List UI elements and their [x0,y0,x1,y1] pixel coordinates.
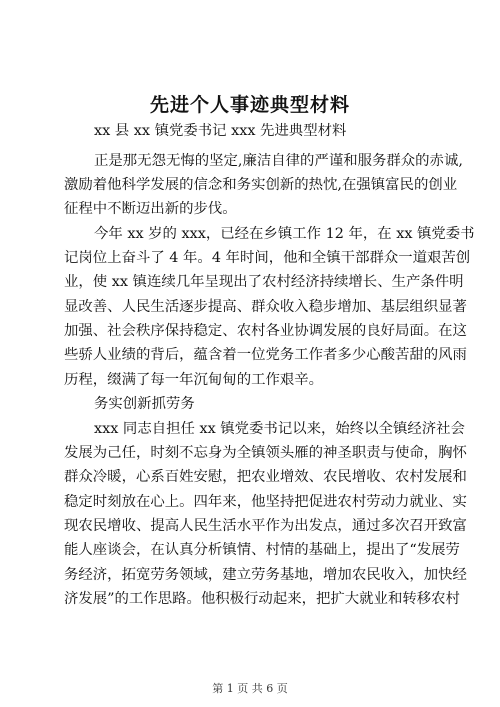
body-line: 记岗位上奋斗了 4 年。4 年时间，他和全镇干部群众一道艰苦创 [64,250,471,266]
subtitle-line: xx 县 xx 镇党委书记 xxx 先进典型材料 [94,123,347,139]
body-line: 历程，缀满了每一年沉甸甸的工作艰辛。 [64,372,324,388]
body-line: 务经济，拓宽劳务领域，建立劳务基地，增加农民收入，加快经 [64,567,467,583]
body-line: 稳定时刻放在心上。四年来，他坚持把促进农村劳动力就业、实 [64,494,467,510]
body-line: 能人座谈会，在认真分析镇情、村情的基础上，提出了“发展劳 [64,542,460,558]
page-footer: 第 1 页 共 6 页 [212,682,288,695]
body-line: 加强、社会秩序保持稳定、农村各业协调发展的良好局面。在这 [64,323,467,339]
body-line: 激励着他科学发展的信念和务实创新的热忱,在强镇富民的创业 [64,177,458,193]
body-line: 发展为己任，时刻不忘身为全镇领头雁的神圣职责与使命，胸怀 [64,445,467,461]
body-line: 正是那无怨无悔的坚定,廉洁自律的严谨和服务群众的赤诚, [94,153,463,169]
body-line: 济发展”的工作思路。他积极行动起来，把扩大就业和转移农村 [64,591,460,607]
body-line: 显改善、人民生活逐步提高、群众收入稳步增加、基层组织显著 [64,299,467,315]
document-title: 先进个人事迹典型材料 [149,94,350,116]
body-line: 些骄人业绩的背后，蕴含着一位党务工作者多少心酸苦甜的风雨 [64,347,467,363]
body-line: 现农民增收、提高人民生活水平作为出发点，通过多次召开致富 [64,518,467,534]
body-line: 群众冷暖，心系百姓安慰，把农业增效、农民增收、农村发展和 [64,469,467,485]
body-line: xxx 同志自担任 xx 镇党委书记以来，始终以全镇经济社会 [94,421,465,437]
body-line: 征程中不断迈出新的步伐。 [64,201,237,217]
body-line: 今年 xx 岁的 xxx，已经在乡镇工作 12 年，在 xx 镇党委书 [94,226,475,242]
body-line: 业，使 xx 镇连续几年呈现出了农村经济持续增长、生产条件明 [64,274,464,290]
section-heading: 务实创新抓劳务 [94,396,195,412]
